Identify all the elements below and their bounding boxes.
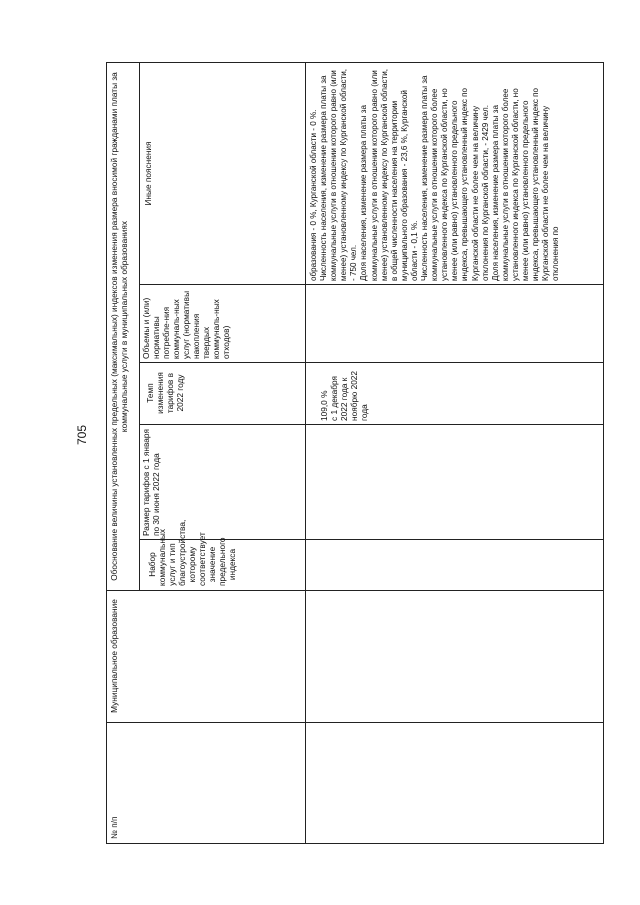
header-cell-justification-group <box>107 63 139 590</box>
row-tariff-rate: 109,0 % с 1 декабря 2022 года к ноябрю 2022 года <box>319 370 369 421</box>
header-other: Иные пояснения <box>143 141 153 206</box>
header-cell-other <box>139 63 305 284</box>
row-cell-set <box>305 539 603 590</box>
row-municipality <box>305 590 603 722</box>
header-cell-tariff-rate <box>139 362 305 424</box>
row-cell-tariff-rate <box>305 362 603 424</box>
page-number: 705 <box>75 424 89 446</box>
header-set: Набор коммунальных услуг и тип благоустройства, которому соответствует значение предельного индекса <box>147 519 237 586</box>
row-set <box>305 539 603 590</box>
header-cell-set <box>139 519 305 590</box>
row-volumes <box>305 284 603 362</box>
row-cell-tariff-size <box>305 424 603 539</box>
header-cell-no <box>107 722 305 843</box>
row-cell-other <box>305 63 603 284</box>
row-no <box>305 722 603 843</box>
row-tariff-size <box>305 424 603 539</box>
header-tariff-rate: Темп изменения тарифов в 2022 году <box>145 372 185 414</box>
row-cell-volumes <box>305 284 603 362</box>
header-no: № п/п <box>109 816 119 839</box>
header-justification-group: Обоснование величины установленных предельных (максимальных) индексов изменения размера вносимой гражданами платы за коммунальные услуги в муниципальных образованиях <box>109 72 129 581</box>
header-municipality: Муниципальное образование <box>109 599 119 713</box>
header-cell-tariff-size <box>139 424 305 539</box>
row-other: образования - 0 %, Курганской области - 0 %. Численность населения, изменение размера платы за коммунальные услуги в отношении которого равно (или менее) установленному индексу по Курганской области, - 750 чел. Доля населения, изменение размера платы за коммунальные услуги в отношении которого равно (или менее) установленному индексу по Курганской области, в общей численности населения на территории муниципального образования - 23,6 %, Курганской области - 0,1 %. Численность населения, изменение размера платы за коммунальные услуги в отношении которого более установленного индекса по Курганской области, но менее (или равно) установленного предельного индекса, превышающего установленный индекс по Курганской области не более чем на величину отклонения по Курганской области, - 2429 чел. Доля населения, изменение размера платы за коммунальные услуги в отношении которого более установленного индекса по Курганской области, но менее (или равно) установленного предельного индекса, превышающего установленный индекс по Курганской области не более чем на величину отклонения по <box>309 68 561 281</box>
header-tariff-size: Размер тарифов с 1 января по 30 июня 2022 года <box>141 429 161 536</box>
header-cell-municipality <box>107 590 305 722</box>
row-cell-municipality <box>305 590 603 722</box>
data-table <box>106 62 604 844</box>
row-cell-no <box>305 722 603 843</box>
header-volumes: Объемы и (или) нормативы потребле-ния коммуналь-ных услуг (нормативы накопления твердых коммуналь-ных отходов) <box>141 290 231 359</box>
